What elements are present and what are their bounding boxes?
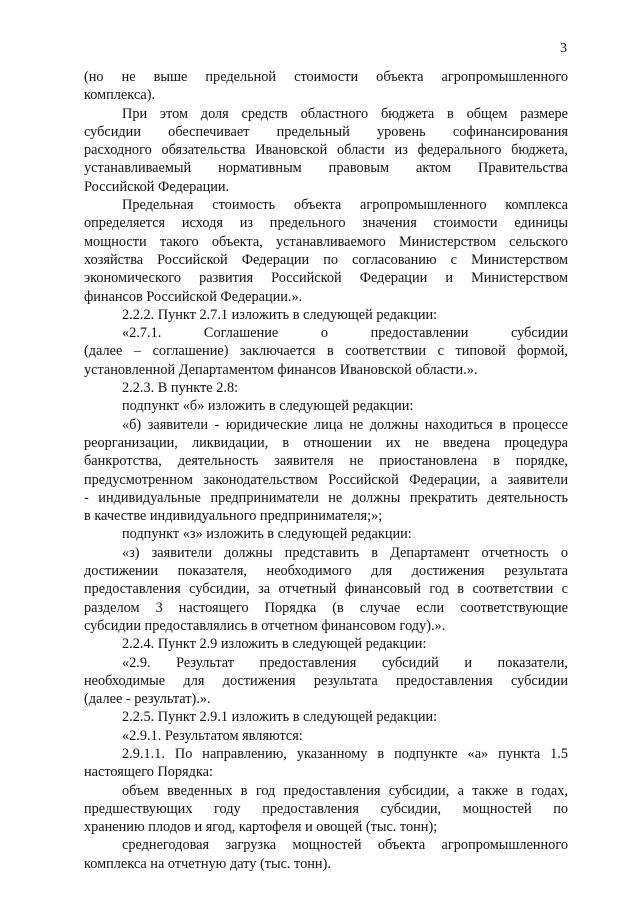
text-line: финансов Российской Федерации.». xyxy=(84,288,303,305)
text-line: объем введенных в год предоставления субсидии, а также в годах, xyxy=(122,782,568,799)
text-line: Предельная стоимость объекта агропромышленного комплекса xyxy=(122,197,568,214)
text-line: При этом доля средств областного бюджета в общем размере xyxy=(122,105,568,122)
text-line: (далее - результат).». xyxy=(84,691,211,708)
text-line: 2.2.3. В пункте 2.8: xyxy=(122,380,239,397)
text-line: 2.2.2. Пункт 2.7.1 изложить в следующей редакции: xyxy=(122,306,438,323)
text-line: подпункт «з» изложить в следующей редакции: xyxy=(122,526,412,543)
document-body xyxy=(84,68,568,873)
text-line: 2.9.1.1. По направлению, указанному в подпункте «а» пункта 1.5 xyxy=(122,745,568,762)
text-line: предшествующих году предоставления субсидии, мощностей по xyxy=(84,800,568,817)
text-line: «б) заявители - юридические лица не должны находиться в процессе xyxy=(122,416,568,433)
text-line: достижении показателя, необходимого для достижения результата xyxy=(84,563,568,580)
text-line: разделом 3 настоящего Порядка (в случае если соответствующие xyxy=(84,599,568,616)
text-line: среднегодовая загрузка мощностей объекта агропромышленного xyxy=(122,837,568,854)
text-line: субсидии обеспечивает предельный уровень софинансирования xyxy=(84,123,568,140)
text-line: комплекса на отчетную дату (тыс. тонн). xyxy=(84,855,331,872)
text-line: - индивидуальные предприниматели не должны прекратить деятельность xyxy=(84,489,568,506)
text-line: субсидии предоставлялись в отчетном финансовом году).». xyxy=(84,617,446,634)
text-line: определяется исходя из предельного значения стоимости единицы xyxy=(84,215,568,232)
text-line: предоставления субсидии, за отчетный финансовый год в соответствии с xyxy=(84,581,568,598)
text-line: устанавливаемый нормативным правовым актом Правительства xyxy=(84,160,568,177)
text-line: установленной Департаментом финансов Ивановской области.». xyxy=(84,361,478,378)
text-line: реорганизации, ликвидации, в отношении их не введена процедура xyxy=(84,434,568,451)
text-line: хозяйства Российской Федерации по согласованию с Министерством xyxy=(84,251,568,268)
text-line: 2.2.5. Пункт 2.9.1 изложить в следующей редакции: xyxy=(122,709,438,726)
text-line: «2.9.1. Результатом являются: xyxy=(122,727,303,744)
text-line: комплекса). xyxy=(84,87,156,104)
text-line: «2.9. Результат предоставления субсидий и показатели, xyxy=(122,654,568,671)
text-line: мощности такого объекта, устанавливаемого Министерством сельского xyxy=(84,233,568,250)
text-line: (но не выше предельной стоимости объекта агропромышленного xyxy=(84,69,568,85)
page-number: 3 xyxy=(560,41,567,56)
text-line: в качестве индивидуального предпринимателя;»; xyxy=(84,508,383,525)
text-line: 2.2.4. Пункт 2.9 изложить в следующей редакции: xyxy=(122,636,427,653)
text-line: хранению плодов и ягод, картофеля и овощей (тыс. тонн); xyxy=(84,819,438,836)
text-line: «з) заявители должны представить в Департамент отчетность о xyxy=(122,544,568,561)
text-line: расходного обязательства Ивановской области из федерального бюджета, xyxy=(84,142,568,159)
text-line: банкротства, деятельность заявителя не приостановлена в порядке, xyxy=(84,453,568,470)
text-line: (далее – соглашение) заключается в соответствии с типовой формой, xyxy=(84,343,568,360)
text-line: экономического развития Российской Федерации и Министерством xyxy=(84,270,568,287)
text-line: «2.7.1. Соглашение о предоставлении субсидии xyxy=(122,325,568,342)
text-line: предусмотренном законодательством Российской Федерации, а заявители xyxy=(84,471,568,488)
text-line: необходимые для достижения результата предоставления субсидии xyxy=(84,672,568,689)
text-line: Российской Федерации. xyxy=(84,178,230,195)
text-line: подпункт «б» изложить в следующей редакции: xyxy=(122,398,414,415)
text-line: настоящего Порядка: xyxy=(84,764,213,781)
